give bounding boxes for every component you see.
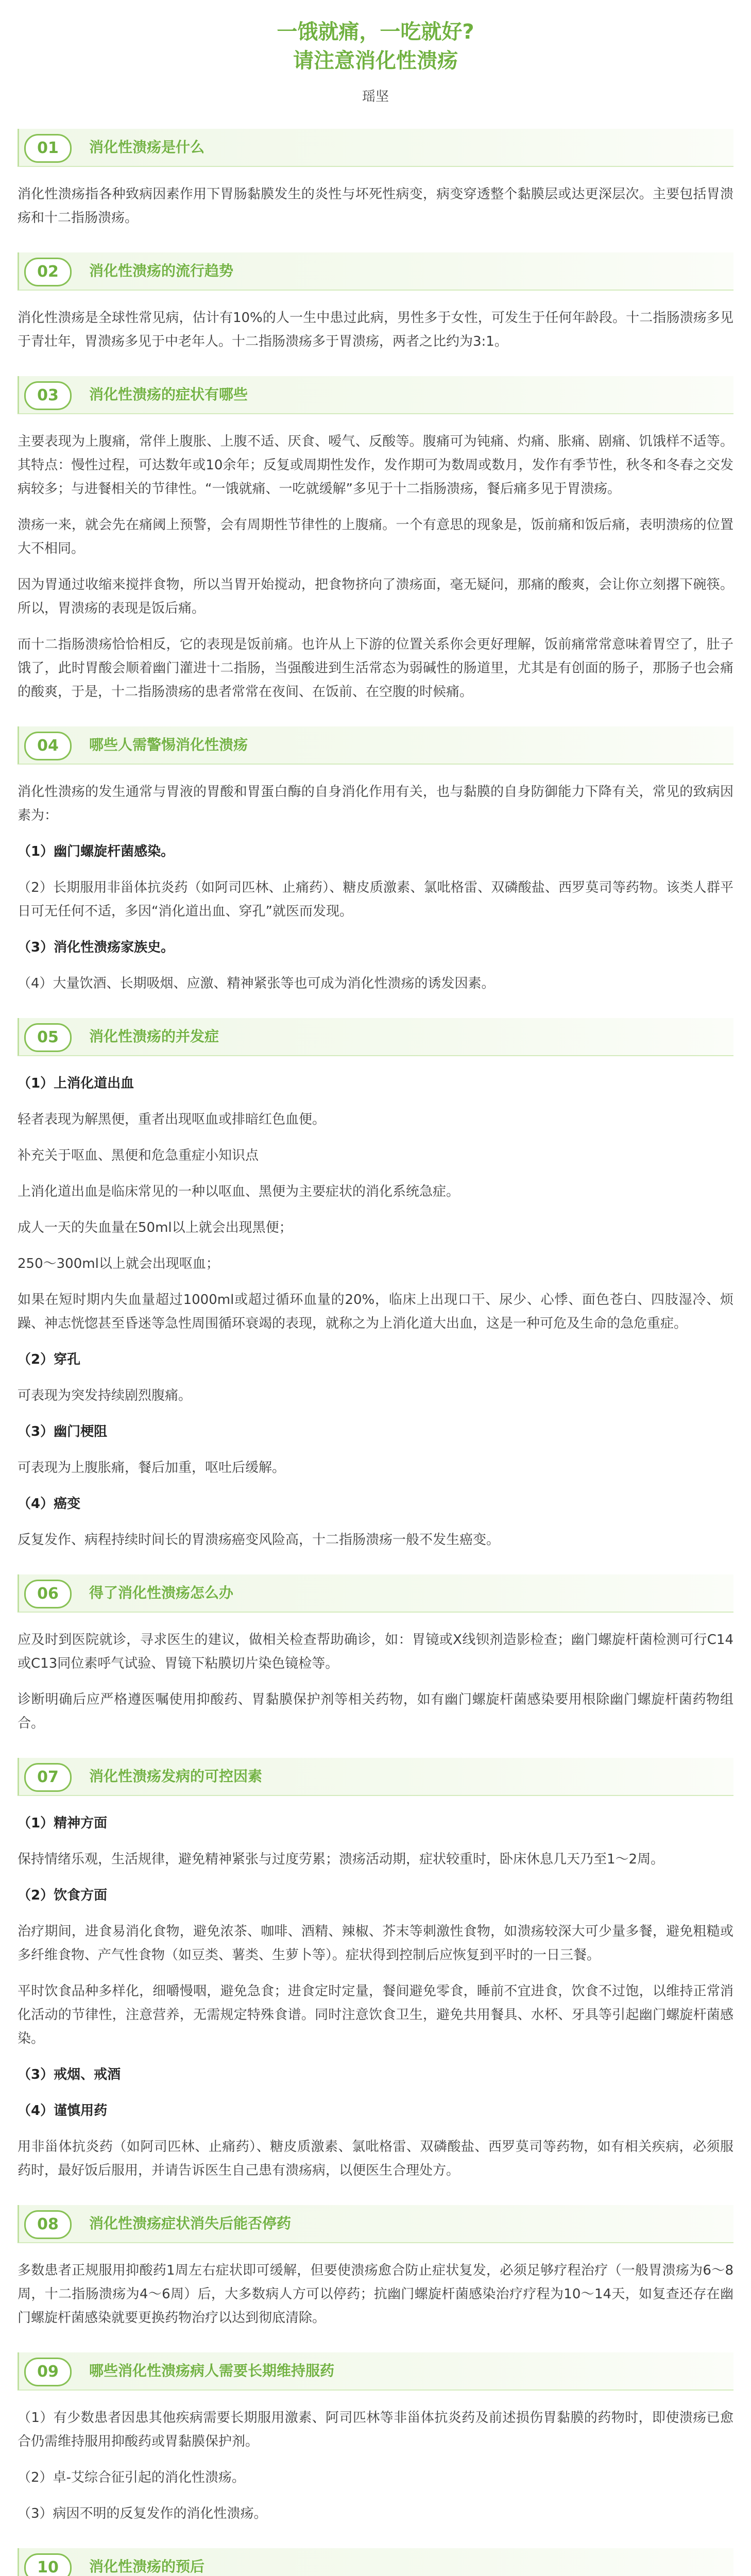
subheading: （4）谨慎用药 — [18, 2103, 108, 2119]
section-04 — [18, 726, 733, 995]
paragraph: 诊断明确后应严格遵医嘱使用抑酸药、胃黏膜保护剂等相关药物，如有幽门螺旋杆菌感染要用根除幽门螺旋杆菌药物组合。 — [18, 1692, 733, 1731]
article-title-line2: 请注意消化性溃疡 — [293, 49, 458, 73]
subheading: （2）穿孔 — [18, 1352, 81, 1367]
section-heading-bar — [18, 2548, 733, 2576]
subheading: （3）幽门梗阻 — [18, 1424, 108, 1439]
section-heading-bar — [18, 1574, 733, 1613]
section-heading-bar — [18, 726, 733, 765]
section-heading-bar — [18, 1758, 733, 1796]
article-body — [0, 129, 751, 2576]
paragraph: （1）有少数患者因患其他疾病需要长期服用激素、阿司匹林等非甾体抗炎药及前述损伤胃黏膜的药物时，即使溃疡已愈合仍需维持服用抑酸药或胃黏膜保护剂。 — [18, 2410, 733, 2449]
section-heading-bar — [18, 252, 733, 291]
paragraph: 消化性溃疡的发生通常与胃液的胃酸和胃蛋白酶的自身消化作用有关，也与黏膜的自身防御能力下降有关，常见的致病因素为： — [18, 784, 733, 823]
paragraph: 成人一天的失血量在50ml以上就会出现黑便； — [18, 1220, 293, 1235]
paragraph: 250～300ml以上就会出现呕血； — [18, 1256, 219, 1272]
subheading: （4）癌变 — [18, 1496, 81, 1512]
paragraph: 多数患者正规服用抑酸药1周左右症状即可缓解，但要使溃疡愈合防止症状复发，必须足够疗程治疗（一般胃溃疡为6～8周，十二指肠溃疡为4～6周）后，大多数病人方可以停药；抗幽门螺旋杆菌感染治疗疗程为10～14天，如复查还存在幽门螺旋杆菌感染就要更换药物治疗以达到彻底清除。 — [18, 2263, 733, 2326]
section-03 — [18, 376, 733, 704]
section-09 — [18, 2352, 733, 2526]
section-title: 哪些消化性溃疡病人需要长期维持服药 — [89, 2362, 335, 2379]
section-05 — [18, 1018, 733, 1552]
section-06 — [18, 1574, 733, 1735]
section-number-badge: 07 — [24, 1763, 72, 1792]
section-title: 消化性溃疡的并发症 — [89, 1028, 219, 1045]
section-10 — [18, 2548, 733, 2576]
article-header — [0, 0, 751, 106]
subheading: （3）戒烟、戒酒 — [18, 2067, 121, 2082]
paragraph: （2）长期服用非甾体抗炎药（如阿司匹林、止痛药）、糖皮质激素、氯吡格雷、双磷酸盐、西罗莫司等药物。该类人群平日可无任何不适，多因“消化道出血、穿孔”就医而发现。 — [18, 880, 733, 919]
section-number-badge: 06 — [24, 1580, 72, 1608]
paragraph: 消化性溃疡指各种致病因素作用下胃肠黏膜发生的炎性与坏死性病变，病变穿透整个黏膜层或达更深层次。主要包括胃溃疡和十二指肠溃疡。 — [18, 187, 733, 226]
paragraph: 因为胃通过收缩来搅拌食物，所以当胃开始搅动，把食物挤向了溃疡面，毫无疑问，那痛的酸爽，会让你立刻撂下碗筷。所以，胃溃疡的表现是饭后痛。 — [18, 577, 733, 616]
paragraph: 补充关于呕血、黑便和危急重症小知识点 — [18, 1148, 259, 1163]
article-title-line1: 一饿就痛，一吃就好? — [277, 20, 474, 44]
subheading: （2）饮食方面 — [18, 1888, 108, 1903]
article-author: 瑶坚 — [362, 89, 389, 105]
paragraph: 轻者表现为解黑便，重者出现呕血或排暗红色血便。 — [18, 1112, 326, 1127]
paragraph: （4）大量饮酒、长期吸烟、应激、精神紧张等也可成为消化性溃疡的诱发因素。 — [18, 976, 495, 991]
subheading: （1）精神方面 — [18, 1816, 108, 1831]
section-heading-bar — [18, 1018, 733, 1056]
section-heading-bar — [18, 2352, 733, 2391]
section-title: 消化性溃疡的流行趋势 — [89, 262, 234, 279]
paragraph: 反复发作、病程持续时间长的胃溃疡癌变风险高，十二指肠溃疡一般不发生癌变。 — [18, 1532, 500, 1548]
section-number-badge: 03 — [24, 381, 72, 410]
paragraph: （3）病因不明的反复发作的消化性溃疡。 — [18, 2506, 267, 2521]
section-number-badge: 05 — [24, 1023, 72, 1052]
section-heading-bar — [18, 129, 733, 167]
paragraph: 可表现为上腹胀痛，餐后加重，呕吐后缓解。 — [18, 1460, 286, 1476]
section-number-badge: 10 — [24, 2553, 72, 2576]
section-01 — [18, 129, 733, 230]
section-title: 消化性溃疡的症状有哪些 — [89, 386, 248, 403]
paragraph: 用非甾体抗炎药（如阿司匹林、止痛药）、糖皮质激素、氯吡格雷、双磷酸盐、西罗莫司等药物，如有相关疾病，必须服药时，最好饭后服用，并请告诉医生自己患有溃疡病，以便医生合理处方。 — [18, 2139, 733, 2178]
subheading: （1）上消化道出血 — [18, 1076, 134, 1091]
section-07 — [18, 1758, 733, 2182]
paragraph: 可表现为突发持续剧烈腹痛。 — [18, 1388, 192, 1403]
section-heading-bar — [18, 2205, 733, 2243]
paragraph: （2）卓-艾综合征引起的消化性溃疡。 — [18, 2470, 245, 2485]
paragraph: 主要表现为上腹痛，常伴上腹胀、上腹不适、厌食、嗳气、反酸等。腹痛可为钝痛、灼痛、胀痛、剧痛、饥饿样不适等。其特点：慢性过程，可达数年或10余年；反复或周期性发作，发作期可为数周或数月，发作有季节性，秋冬和冬春之交发病较多；与进餐相关的节律性。“一饿就痛、一吃就缓解”多见于十二指肠溃疡，餐后痛多见于胃溃疡。 — [18, 434, 733, 497]
paragraph: 而十二指肠溃疡恰恰相反，它的表现是饭前痛。也许从上下游的位置关系你会更好理解，饭前痛常常意味着胃空了，肚子饿了，此时胃酸会顺着幽门灌进十二指肠，当强酸进到生活常态为弱碱性的肠道里，尤其是有创面的肠子，那肠子也会痛的酸爽，于是，十二指肠溃疡的患者常常在夜间、在饭前、在空腹的时候痛。 — [18, 637, 733, 700]
section-heading-bar — [18, 376, 733, 414]
paragraph: 消化性溃疡是全球性常见病，估计有10%的人一生中患过此病，男性多于女性，可发生于任何年龄段。十二指肠溃疡多见于青壮年，胃溃疡多见于中老年人。十二指肠溃疡多于胃溃疡，两者之比约为3:1。 — [18, 310, 733, 349]
section-02 — [18, 252, 733, 353]
paragraph: 应及时到医院就诊，寻求医生的建议，做相关检查帮助确诊，如：胃镜或X线钡剂造影检查；幽门螺旋杆菌检测可行C14或C13同位素呼气试验、胃镜下粘膜切片染色镜检等。 — [18, 1632, 733, 1671]
paragraph: 上消化道出血是临床常见的一种以呕血、黑便为主要症状的消化系统急症。 — [18, 1184, 460, 1199]
section-title: 消化性溃疡的预后 — [89, 2558, 205, 2575]
paragraph: 保持情绪乐观，生活规律，避免精神紧张与过度劳累；溃疡活动期，症状较重时，卧床休息几天乃至1～2周。 — [18, 1852, 664, 1867]
section-title: 得了消化性溃疡怎么办 — [89, 1584, 234, 1601]
section-number-badge: 04 — [24, 732, 72, 760]
section-08 — [18, 2205, 733, 2330]
paragraph: 溃疡一来，就会先在痛阈上预警，会有周期性节律性的上腹痛。一个有意思的现象是，饭前痛和饭后痛，表明溃疡的位置大不相同。 — [18, 517, 733, 556]
section-title: 消化性溃疡症状消失后能否停药 — [89, 2215, 292, 2232]
subheading: （1）幽门螺旋杆菌感染。 — [18, 844, 175, 859]
section-title: 哪些人需警惕消化性溃疡 — [89, 736, 248, 753]
subheading: （3）消化性溃疡家族史。 — [18, 940, 175, 955]
paragraph: 治疗期间，进食易消化食物，避免浓茶、咖啡、酒精、辣椒、芥末等刺激性食物，如溃疡较深大可少量多餐，避免粗糙或多纤维食物、产气性食物（如豆类、薯类、生萝卜等）。症状得到控制后应恢复到平时的一日三餐。 — [18, 1924, 733, 1963]
section-title: 消化性溃疡发病的可控因素 — [89, 1768, 263, 1785]
paragraph: 平时饮食品种多样化，细嚼慢咽，避免急食；进食定时定量，餐间避免零食，睡前不宜进食，饮食不过饱，以维持正常消化活动的节律性，注意营养，无需规定特殊食谱。同时注意饮食卫生，避免共用餐具、水杯、牙具等引起幽门螺旋杆菌感染。 — [18, 1984, 733, 2046]
section-number-badge: 01 — [24, 134, 72, 163]
section-number-badge: 02 — [24, 258, 72, 286]
paragraph: 如果在短时期内失血量超过1000ml或超过循环血量的20%，临床上出现口干、尿少、心悸、面色苍白、四肢湿冷、烦躁、神志恍惚甚至昏迷等急性周围循环衰竭的表现，就称之为上消化道大出血，这是一种可危及生命的急危重症。 — [18, 1292, 733, 1331]
section-number-badge: 09 — [24, 2358, 72, 2386]
section-title: 消化性溃疡是什么 — [89, 139, 205, 156]
section-number-badge: 08 — [24, 2210, 72, 2239]
